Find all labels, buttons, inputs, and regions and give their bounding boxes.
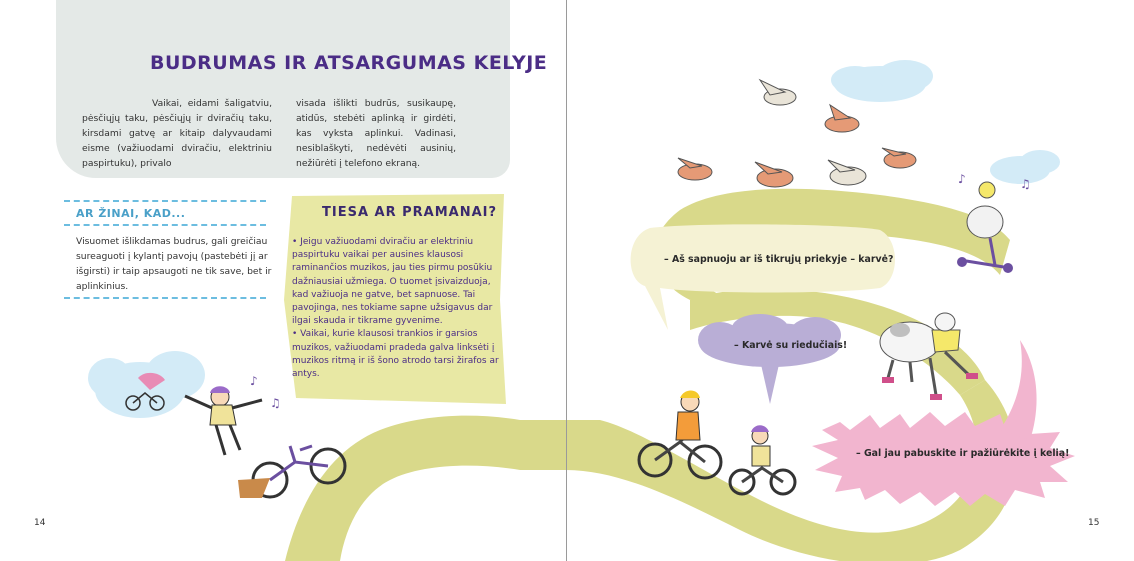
- page-title: BUDRUMAS IR ATSARGUMAS KELYJE: [150, 52, 548, 74]
- speech-bubble-1: – Aš sapnuoju ar iš tikrųjų priekyje – karvė?: [664, 254, 894, 265]
- bird-icon: [825, 105, 859, 132]
- did-you-know-heading: AR ŽINAI, KAD...: [76, 207, 186, 220]
- dashed-divider: [64, 224, 266, 226]
- svg-text:♪: ♪: [958, 172, 966, 186]
- cyclist-icon: [185, 386, 262, 455]
- dashed-divider: [64, 200, 266, 202]
- speech-bubble-2: – Karvė su riedučiais!: [734, 340, 848, 351]
- true-or-false-item: • Vaikai, kurie klausosi trankios ir garsios muzikos, važiuodami pradeda galva linksėti į muzikos ritmą ir iš šono atrodo tarsi žirafos ar antys.: [292, 329, 499, 380]
- bird-icon: [755, 162, 793, 187]
- true-or-false-heading: TIESA AR PRAMANAI?: [322, 205, 498, 220]
- page-number-left: 14: [34, 518, 46, 528]
- bird-icon: [678, 158, 712, 180]
- true-or-false-text: [292, 236, 504, 381]
- bird-icon: [828, 160, 866, 185]
- road-left: [285, 416, 566, 561]
- bird-icon: [760, 80, 796, 105]
- svg-text:♫: ♫: [1020, 177, 1031, 191]
- speech-bubble-3: – Gal jau pabuskite ir pažiūrėkite į kelią!: [856, 448, 1070, 459]
- cloud-icon: [831, 60, 933, 102]
- speech-bubble-2-shape: [698, 314, 841, 404]
- bird-icon: [882, 148, 916, 168]
- did-you-know-text: Visuomet išlikdamas budrus, gali greičiau sureaguoti į kylantį pavojų (pastebėti jį ar išgirsti) ir taip apsaugoti ne tik save, bet ir aplinkinius.: [76, 236, 272, 292]
- page-gutter: [566, 0, 567, 561]
- speech-bubble-3-tail: [1000, 340, 1037, 440]
- svg-text:♫: ♫: [270, 396, 281, 410]
- true-or-false-item: • Jeigu važiuodami dviračiu ar elektriniu paspirtuku vaikai per ausines klausosi raminančios muzikos, jau ties pirmu posūkiu dažniausiai užmiega. O tuomet įsivaizduoja, kad važiuoja ne gatve, bet sapnuose. Tai pavojinga, nes tokiame sapne užsigavus dar ilgai skauda ir tikrame gyvenime.: [292, 237, 493, 327]
- page-number-right: 15: [1088, 518, 1100, 528]
- cyclist-icon: [730, 425, 795, 494]
- intro-text-column-1: Vaikai, eidami šaligatviu, pėsčiųjų taku, pėsčiųjų ir dviračių taku, kirsdami gatvę ar kitaip dalyvaudami eisme (važiuodami dviračiu, elektriniu paspirtuku), privalo: [82, 98, 272, 169]
- dashed-divider: [64, 297, 266, 299]
- svg-text:♪: ♪: [250, 374, 258, 388]
- intro-text-column-2: visada išlikti budrūs, susikaupę, atidūs, stebėti aplinką ir girdėti, kas vyksta aplinkui. Vadinasi, nesiblaškyti, nedėvėti ausinių, nežiūrėti į telefono ekraną.: [296, 98, 456, 169]
- speech-bubble-3-shape: [812, 412, 1075, 506]
